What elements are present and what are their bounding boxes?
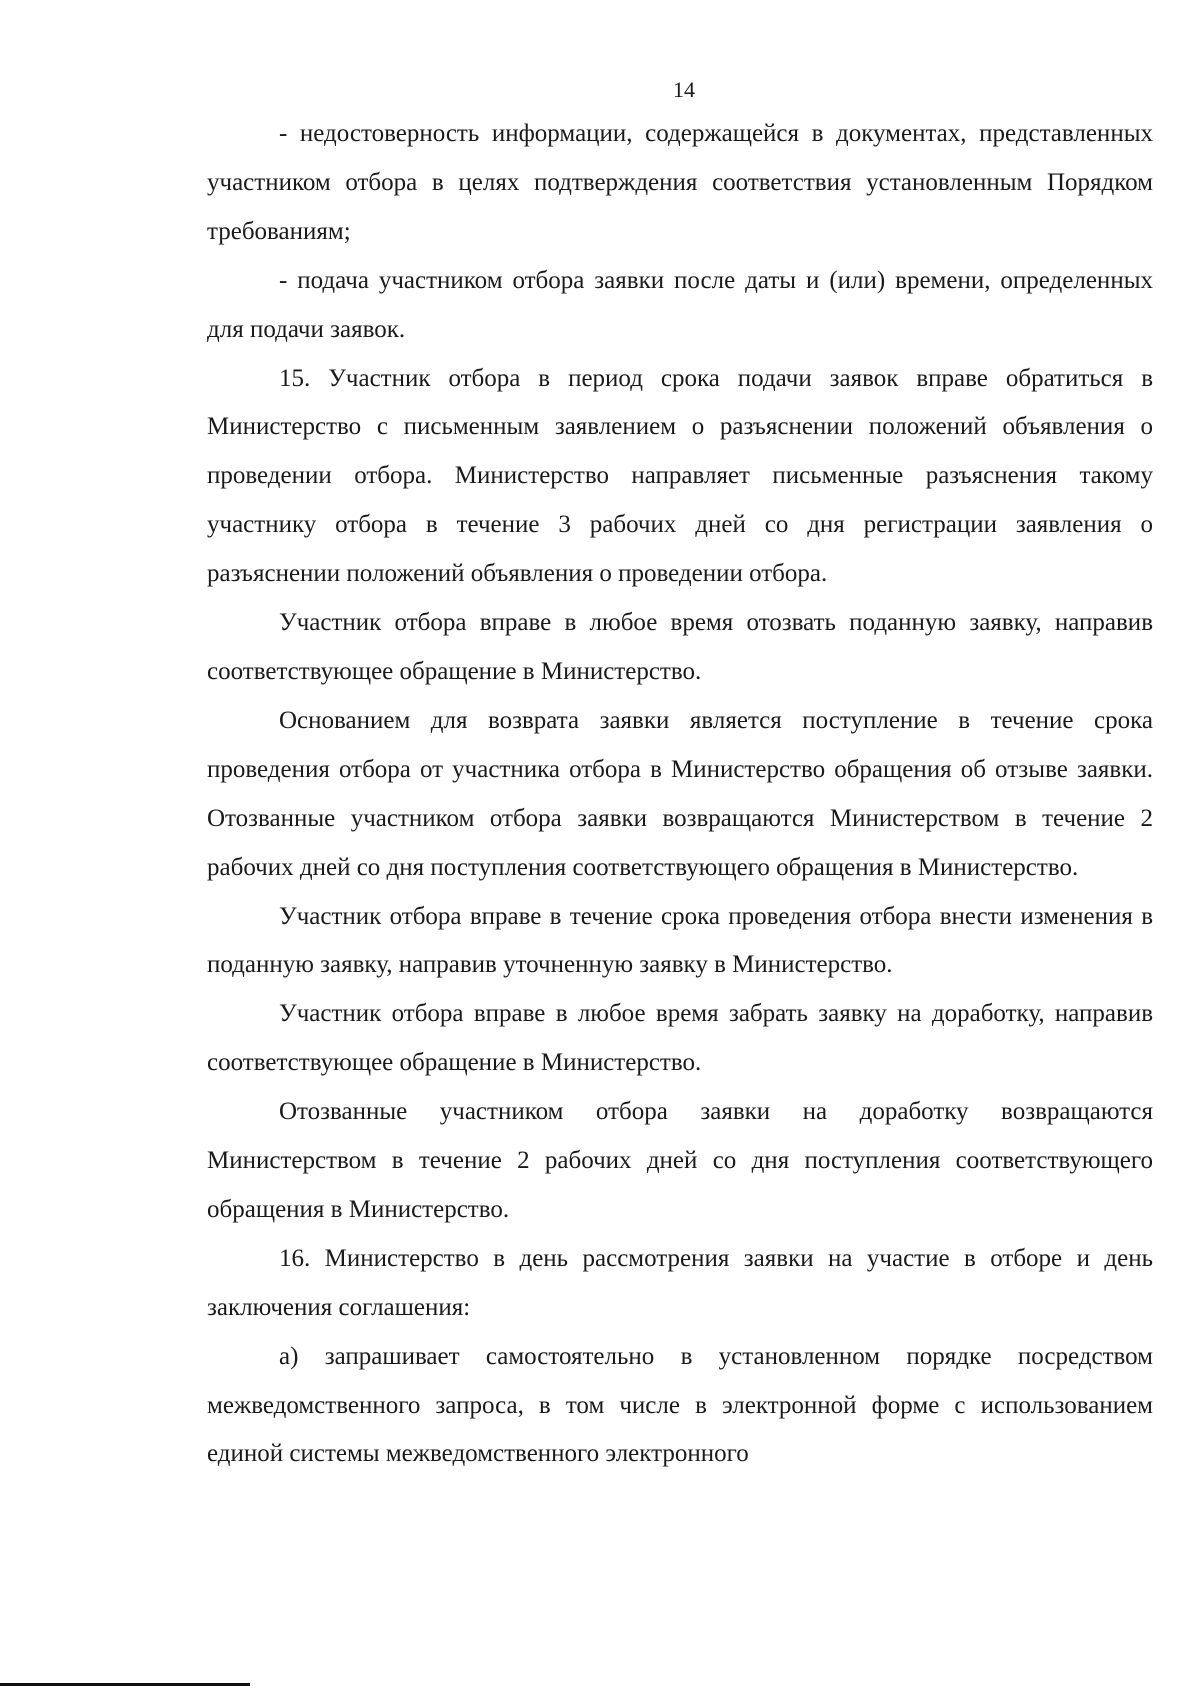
paragraph-amend-application: Участник отбора вправе в течение срока проведения отбора внести изменения в поданную заявку, направив уточненную заявку в Министерство.: [207, 902, 1153, 979]
paragraph-take-for-revision: Участник отбора вправе в любое время забрать заявку на доработку, направив соответствующее обращение в Министерство.: [207, 1000, 1153, 1077]
paragraph-clause-15: 15. Участник отбора в период срока подачи заявок вправе обратиться в Министерство с письменным заявлением о разъяснении положений объявления о проведении отбора. Министерство направляет письменные разъяснения такому участнику отбора в течение 3 рабочих дней со дня регистрации заявления о разъяснении положений объявления о проведении отбора.: [207, 364, 1153, 588]
page-number: 14: [673, 77, 695, 102]
paragraph-clause-16: 16. Министерство в день рассмотрения заявки на участие в отборе и день заключения соглашения:: [207, 1244, 1153, 1321]
paragraph-late-submission: - подача участником отбора заявки после даты и (или) времени, определенных для подачи заявок.: [207, 266, 1153, 343]
footnote-separator-line: [0, 1683, 250, 1686]
paragraph-revision-return: Отозванные участником отбора заявки на доработку возвращаются Министерством в течение 2 рабочих дней со дня поступления соответствующего обращения в Министерство.: [207, 1098, 1153, 1223]
paragraph-withdraw-application: Участник отбора вправе в любое время отозвать поданную заявку, направив соответствующее обращение в Министерство.: [207, 609, 1153, 685]
document-body: [207, 110, 1153, 1479]
paragraph-clause-16a: а) запрашивает самостоятельно в установленном порядке посредством межведомственного запроса, в том числе в электронной форме с использованием единой системы межведомственного электронного: [207, 1342, 1153, 1468]
paragraph-unreliable-info: - недостоверность информации, содержащейся в документах, представленных участником отбора в целях подтверждения соответствия установленным Порядком требованиям;: [207, 120, 1153, 245]
paragraph-return-grounds: Основанием для возврата заявки является поступление в течение срока проведения отбора от участника отбора в Министерство обращения об отзыве заявки. Отозванные участником отбора заявки возвращаются Министерством в течение 2 рабочих дней со дня поступления соответствующего обращения в Министерство.: [207, 706, 1153, 881]
